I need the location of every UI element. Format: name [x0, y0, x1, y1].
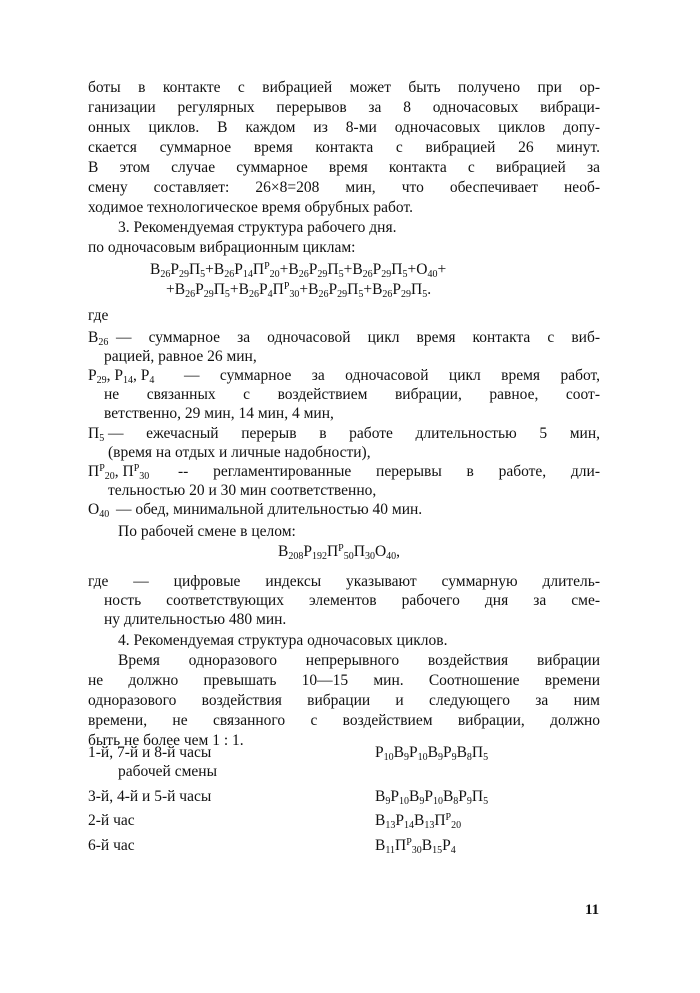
- legend-pr-line-1: -- регламентированные перерывы в работе, дли-: [178, 463, 600, 480]
- para1-line-7: ходимое технологическое время обрубных работ.: [88, 199, 413, 216]
- legend-p5-symbol: $П_5$: [88, 425, 105, 444]
- section3-heading: 3. Рекомендуемая структура рабочего дня.: [118, 219, 397, 236]
- para1-line-6: смену составляет: 26×8=208 мин, что обеспечивает необ-: [88, 179, 600, 196]
- legend-pr-line-2: тельностью 20 и 30 мин соответственно,: [108, 482, 377, 499]
- schedule-row-1-hours-2: рабочей смены: [118, 763, 217, 780]
- section4-heading: 4. Рекомендуемая структура одночасовых циклов.: [118, 632, 448, 649]
- para1-line-1: боты в контакте с вибрацией может быть получено при ор-: [88, 79, 600, 96]
- schedule-row-2-hours: 3-й, 4-й и 5-й часы: [88, 788, 212, 805]
- legend-b26-line-2: рацией, равное 26 мин,: [104, 348, 257, 365]
- schedule-row-4-formula: $B_{11}П^P_{30}B_{15}P_4$: [375, 837, 456, 856]
- legend-b26-line-1: — суммарное за одночасовой цикл время контакта с виб-: [116, 329, 600, 346]
- legend-p-symbols: $P_{29}$, $P_{14}$, $P_4$: [88, 367, 155, 386]
- where2-line-2: ность соответствующих элементов рабочего дня за сме-: [104, 592, 600, 609]
- page-number: 11: [585, 902, 600, 918]
- para1-line-5: В этом случае суммарное время контакта с вибрацией за: [88, 159, 600, 176]
- formula-2: $B_{208}P_{192}П^P_{50}П_{30}O_{40}$,: [278, 543, 401, 562]
- legend-o40-symbol: $O_{40}$: [88, 501, 110, 520]
- schedule-row-1-formula: $P_{10}B_9P_{10}B_9P_9B_8П_5$: [375, 744, 489, 763]
- section4-line-5: быть не более чем 1 : 1.: [88, 732, 244, 749]
- where2-line-3: ну длительностью 480 мин.: [104, 611, 287, 628]
- per-shift-heading: По рабочей смене в целом:: [118, 523, 296, 540]
- schedule-row-1-hours: 1-й, 7-й и 8-й часы: [88, 744, 212, 761]
- para1-line-3: онных циклов. В каждом из 8-ми одночасовых циклов допу-: [88, 119, 600, 136]
- section4-line-2: не должно превышать 10—15 мин. Соотношение времени: [88, 672, 600, 689]
- legend-o40-line-1: — обед, минимальной длительностью 40 мин.: [116, 501, 423, 518]
- schedule-row-3-hours: 2-й час: [88, 812, 135, 829]
- legend-p5-line-2: (время на отдых и личные надобности),: [108, 444, 371, 461]
- para1-line-4: скается суммарное время контакта с вибрацией 26 минут.: [88, 139, 600, 156]
- schedule-row-2-formula: $B_9P_{10}B_9P_{10}B_8P_9П_5$: [375, 788, 489, 807]
- section3-subheading: по одночасовым вибрационным циклам:: [88, 239, 356, 256]
- legend-p5-line-1: — ежечасный перерыв в работе длительностью 5 мин,: [108, 425, 600, 442]
- formula-1-line-2: $+B_{26}P_{29}П_5+B_{26}P_4П^P_{30}+B_{26}P_{29}П_5+B_{26}P_{29}П_5$.: [166, 281, 432, 300]
- legend-p-line-1: — суммарное за одночасовой цикл время работ,: [184, 367, 600, 384]
- para1-line-2: ганизации регулярных перерывов за 8 одночасовых вибраци-: [88, 99, 600, 116]
- legend-p-line-2: не связанных с воздействием вибрации, равное, соот-: [104, 386, 600, 403]
- formula-1-line-1: $B_{26}P_{29}П_5+B_{26}P_{14}П^P_{20}+B_{26}P_{29}П_5+B_{26}P_{29}П_5+O_{40}+$: [150, 261, 447, 280]
- section4-line-1: Время одноразового непрерывного воздействия вибрации: [118, 652, 600, 669]
- schedule-row-4-hours: 6-й час: [88, 837, 135, 854]
- legend-p-line-3: ветственно, 29 мин, 14 мин, 4 мин,: [104, 405, 334, 422]
- section4-line-3: одноразового воздействия вибрации и следующего за ним: [88, 692, 600, 709]
- where-word: где: [88, 307, 109, 324]
- legend-b26-symbol: $B_{26}$: [88, 329, 109, 348]
- schedule-row-3-formula: $B_{13}P_{14}B_{13}П^P_{20}$: [375, 812, 462, 831]
- section4-line-4: времени, не связанного с воздействием вибрации, должно: [88, 712, 600, 729]
- legend-pr-symbols: $П^P_{20}$, $П^P_{30}$: [88, 463, 150, 482]
- where2-line-1: где — цифровые индексы указывают суммарную длитель-: [88, 573, 600, 590]
